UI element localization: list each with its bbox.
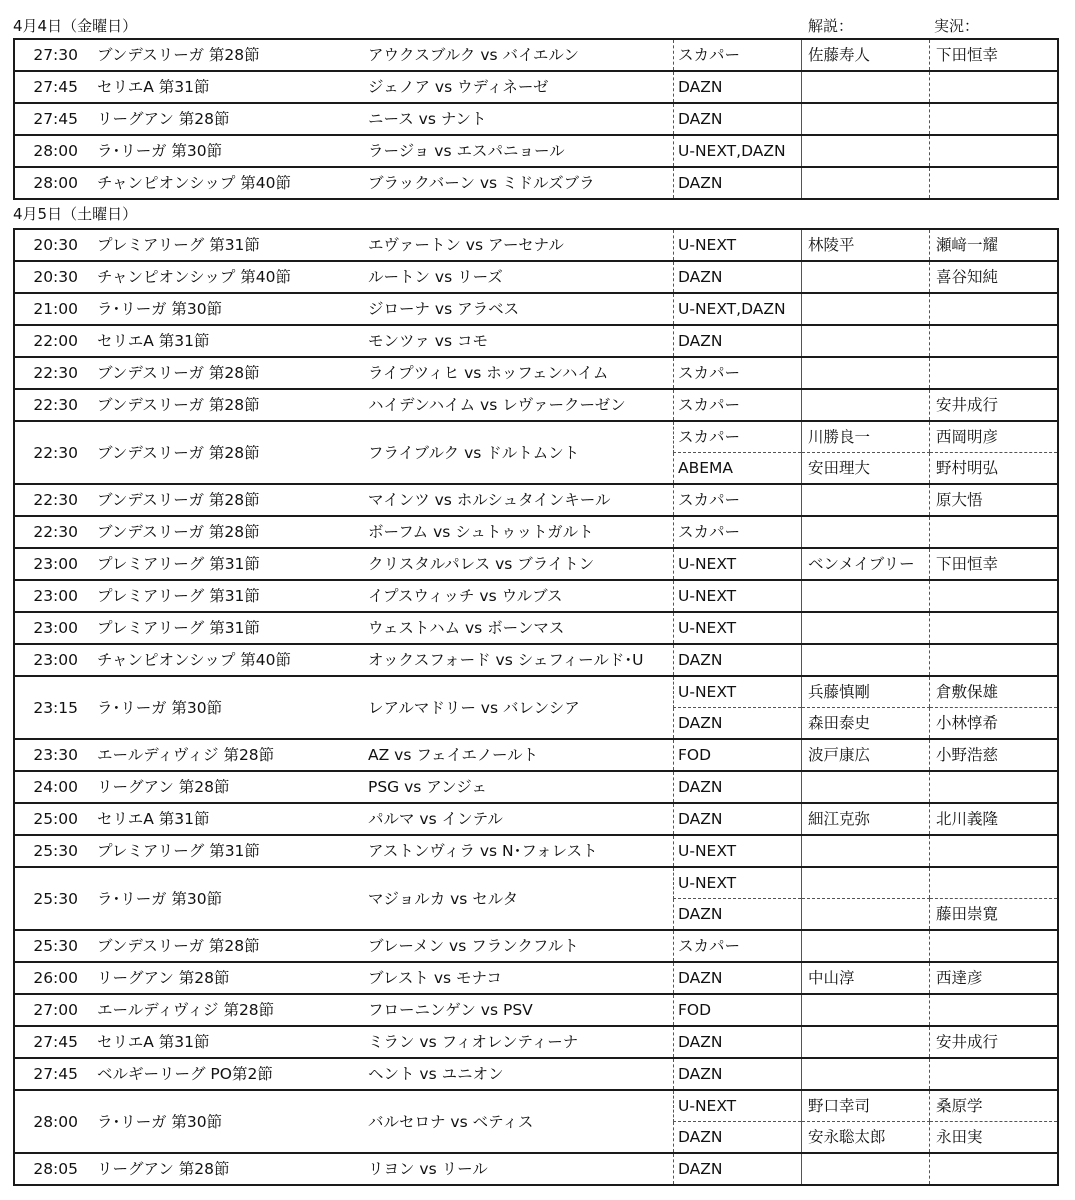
announcer: 安井成行 <box>930 1026 1059 1058</box>
commentator <box>802 1153 930 1185</box>
broadcaster: U-NEXT,DAZN <box>674 135 802 167</box>
competition: セリエA 第31節 <box>81 325 352 357</box>
announcer: 下田恒幸 <box>930 39 1059 71</box>
commentator <box>802 293 930 325</box>
kickoff-time: 25:30 <box>14 930 81 962</box>
competition: ブンデスリーガ 第28節 <box>81 516 352 548</box>
match-name: ジェノア vs ウディネーゼ <box>352 71 674 103</box>
broadcaster: スカパー <box>674 930 802 962</box>
match-row <box>14 39 1058 71</box>
announcer: 原大悟 <box>930 484 1059 516</box>
match-row <box>14 484 1058 516</box>
match-name: ラージョ vs エスパニョール <box>352 135 674 167</box>
match-name: フライブルク vs ドルトムント <box>352 421 674 484</box>
broadcaster: ABEMA <box>674 453 802 485</box>
match-row <box>14 962 1058 994</box>
commentator: 安永聡太郎 <box>802 1122 930 1154</box>
kickoff-time: 23:00 <box>14 548 81 580</box>
broadcaster: U-NEXT <box>674 1090 802 1122</box>
kickoff-time: 23:00 <box>14 644 81 676</box>
kickoff-time: 22:30 <box>14 516 81 548</box>
match-name: フローニンゲン vs PSV <box>352 994 674 1026</box>
competition: ブンデスリーガ 第28節 <box>81 421 352 484</box>
match-name: アストンヴィラ vs N･フォレスト <box>352 835 674 867</box>
announcer-header: 実況： <box>934 17 980 35</box>
match-name: レアルマドリー vs バレンシア <box>352 676 674 739</box>
commentator <box>802 867 930 899</box>
commentator <box>802 484 930 516</box>
competition: セリエA 第31節 <box>81 1026 352 1058</box>
broadcaster: スカパー <box>674 421 802 453</box>
kickoff-time: 27:45 <box>14 71 81 103</box>
announcer: 永田実 <box>930 1122 1059 1154</box>
broadcaster: DAZN <box>674 1026 802 1058</box>
kickoff-time: 23:15 <box>14 676 81 739</box>
commentator: 安田理大 <box>802 453 930 485</box>
competition: セリエA 第31節 <box>81 803 352 835</box>
broadcaster: U-NEXT <box>674 835 802 867</box>
competition: ラ･リーガ 第30節 <box>81 676 352 739</box>
match-row <box>14 389 1058 421</box>
match-row <box>14 1026 1058 1058</box>
competition: エールディヴィジ 第28節 <box>81 739 352 771</box>
commentator <box>802 1026 930 1058</box>
competition: ブンデスリーガ 第28節 <box>81 484 352 516</box>
announcer: 北川義隆 <box>930 803 1059 835</box>
kickoff-time: 25:30 <box>14 867 81 930</box>
commentator <box>802 994 930 1026</box>
kickoff-time: 23:00 <box>14 580 81 612</box>
match-row <box>14 803 1058 835</box>
kickoff-time: 24:00 <box>14 771 81 803</box>
match-row <box>14 1090 1058 1122</box>
match-row <box>14 739 1058 771</box>
announcer: 安井成行 <box>930 389 1059 421</box>
competition: リーグアン 第28節 <box>81 1153 352 1185</box>
competition: エールディヴィジ 第28節 <box>81 994 352 1026</box>
match-row <box>14 1058 1058 1090</box>
commentator <box>802 644 930 676</box>
broadcaster: DAZN <box>674 71 802 103</box>
match-row <box>14 135 1058 167</box>
competition: プレミアリーグ 第31節 <box>81 229 352 261</box>
commentator: 森田泰史 <box>802 708 930 740</box>
competition: チャンピオンシップ 第40節 <box>81 644 352 676</box>
competition: ブンデスリーガ 第28節 <box>81 389 352 421</box>
announcer <box>930 357 1059 389</box>
announcer <box>930 167 1059 199</box>
commentator <box>802 771 930 803</box>
match-row <box>14 835 1058 867</box>
announcer <box>930 1058 1059 1090</box>
match-row <box>14 357 1058 389</box>
kickoff-time: 27:45 <box>14 103 81 135</box>
competition: プレミアリーグ 第31節 <box>81 612 352 644</box>
broadcaster: スカパー <box>674 357 802 389</box>
kickoff-time: 22:30 <box>14 421 81 484</box>
commentator: 波戸康広 <box>802 739 930 771</box>
kickoff-time: 28:05 <box>14 1153 81 1185</box>
match-row <box>14 548 1058 580</box>
competition: ブンデスリーガ 第28節 <box>81 39 352 71</box>
announcer <box>930 325 1059 357</box>
broadcaster: DAZN <box>674 1153 802 1185</box>
commentator <box>802 71 930 103</box>
kickoff-time: 21:00 <box>14 293 81 325</box>
match-name: PSG vs アンジェ <box>352 771 674 803</box>
match-row <box>14 994 1058 1026</box>
broadcaster: DAZN <box>674 899 802 931</box>
commentator <box>802 516 930 548</box>
broadcaster: FOD <box>674 739 802 771</box>
match-row <box>14 421 1058 453</box>
broadcaster: DAZN <box>674 803 802 835</box>
competition: プレミアリーグ 第31節 <box>81 580 352 612</box>
kickoff-time: 28:00 <box>14 135 81 167</box>
commentator <box>802 103 930 135</box>
announcer <box>930 994 1059 1026</box>
match-name: ウェストハム vs ボーンマス <box>352 612 674 644</box>
announcer <box>930 612 1059 644</box>
competition: チャンピオンシップ 第40節 <box>81 261 352 293</box>
commentator: 中山淳 <box>802 962 930 994</box>
announcer <box>930 135 1059 167</box>
kickoff-time: 28:00 <box>14 1090 81 1153</box>
announcer: 下田恒幸 <box>930 548 1059 580</box>
match-row <box>14 325 1058 357</box>
match-row <box>14 167 1058 199</box>
match-row <box>14 293 1058 325</box>
match-row <box>14 261 1058 293</box>
kickoff-time: 20:30 <box>14 229 81 261</box>
kickoff-time: 27:00 <box>14 994 81 1026</box>
commentator <box>802 580 930 612</box>
match-row <box>14 229 1058 261</box>
announcer <box>930 771 1059 803</box>
kickoff-time: 22:30 <box>14 484 81 516</box>
broadcaster: U-NEXT <box>674 548 802 580</box>
announcer <box>930 930 1059 962</box>
competition: ラ･リーガ 第30節 <box>81 293 352 325</box>
broadcaster: スカパー <box>674 516 802 548</box>
kickoff-time: 28:00 <box>14 167 81 199</box>
competition: ラ･リーガ 第30節 <box>81 135 352 167</box>
competition: プレミアリーグ 第31節 <box>81 548 352 580</box>
commentator <box>802 261 930 293</box>
broadcaster: U-NEXT <box>674 229 802 261</box>
competition: ラ･リーガ 第30節 <box>81 1090 352 1153</box>
day-label: 4月4日（金曜日） <box>13 17 138 35</box>
kickoff-time: 23:00 <box>14 612 81 644</box>
match-row <box>14 644 1058 676</box>
match-name: マジョルカ vs セルタ <box>352 867 674 930</box>
announcer <box>930 71 1059 103</box>
day-label: 4月5日（土曜日） <box>13 205 138 223</box>
broadcaster: スカパー <box>674 484 802 516</box>
match-name: ブラックバーン vs ミドルズブラ <box>352 167 674 199</box>
commentator <box>802 835 930 867</box>
match-name: アウクスブルク vs バイエルン <box>352 39 674 71</box>
competition: ブンデスリーガ 第28節 <box>81 357 352 389</box>
match-name: マインツ vs ホルシュタインキール <box>352 484 674 516</box>
announcer <box>930 293 1059 325</box>
commentator: 野口幸司 <box>802 1090 930 1122</box>
announcer: 西達彦 <box>930 962 1059 994</box>
announcer <box>930 516 1059 548</box>
competition: セリエA 第31節 <box>81 71 352 103</box>
competition: チャンピオンシップ 第40節 <box>81 167 352 199</box>
announcer <box>930 867 1059 899</box>
match-name: バルセロナ vs ベティス <box>352 1090 674 1153</box>
broadcaster: U-NEXT,DAZN <box>674 293 802 325</box>
broadcaster: スカパー <box>674 39 802 71</box>
commentator-header: 解説： <box>808 17 854 35</box>
competition: リーグアン 第28節 <box>81 103 352 135</box>
announcer: 桑原学 <box>930 1090 1059 1122</box>
commentator: ベンメイブリー <box>802 548 930 580</box>
match-row <box>14 676 1058 708</box>
kickoff-time: 22:30 <box>14 389 81 421</box>
commentator <box>802 389 930 421</box>
broadcaster: DAZN <box>674 1058 802 1090</box>
kickoff-time: 23:30 <box>14 739 81 771</box>
match-name: リヨン vs リール <box>352 1153 674 1185</box>
match-name: ジローナ vs アラベス <box>352 293 674 325</box>
announcer: 西岡明彦 <box>930 421 1059 453</box>
match-row <box>14 103 1058 135</box>
kickoff-time: 27:45 <box>14 1026 81 1058</box>
broadcaster: U-NEXT <box>674 580 802 612</box>
broadcaster: DAZN <box>674 644 802 676</box>
match-name: ブレーメン vs フランクフルト <box>352 930 674 962</box>
match-name: ライプツィヒ vs ホッフェンハイム <box>352 357 674 389</box>
announcer: 小林惇希 <box>930 708 1059 740</box>
commentator <box>802 930 930 962</box>
broadcaster: DAZN <box>674 771 802 803</box>
competition: ベルギーリーグ PO第2節 <box>81 1058 352 1090</box>
competition: プレミアリーグ 第31節 <box>81 835 352 867</box>
match-row <box>14 580 1058 612</box>
match-name: ルートン vs リーズ <box>352 261 674 293</box>
commentator <box>802 899 930 931</box>
match-row <box>14 930 1058 962</box>
commentator: 細江克弥 <box>802 803 930 835</box>
match-name: AZ vs フェイエノールト <box>352 739 674 771</box>
competition: リーグアン 第28節 <box>81 771 352 803</box>
competition: ラ･リーガ 第30節 <box>81 867 352 930</box>
broadcaster: DAZN <box>674 167 802 199</box>
competition: ブンデスリーガ 第28節 <box>81 930 352 962</box>
commentator <box>802 1058 930 1090</box>
day-table <box>13 228 1059 1186</box>
match-row <box>14 867 1058 899</box>
match-name: ブレスト vs モナコ <box>352 962 674 994</box>
announcer <box>930 103 1059 135</box>
commentator <box>802 612 930 644</box>
kickoff-time: 20:30 <box>14 261 81 293</box>
kickoff-time: 26:00 <box>14 962 81 994</box>
match-row <box>14 771 1058 803</box>
match-row <box>14 1153 1058 1185</box>
commentator: 佐藤寿人 <box>802 39 930 71</box>
broadcaster: DAZN <box>674 1122 802 1154</box>
match-name: ニース vs ナント <box>352 103 674 135</box>
kickoff-time: 22:30 <box>14 357 81 389</box>
broadcaster: U-NEXT <box>674 676 802 708</box>
broadcaster: DAZN <box>674 708 802 740</box>
broadcaster: U-NEXT <box>674 612 802 644</box>
match-name: エヴァートン vs アーセナル <box>352 229 674 261</box>
announcer: 喜谷知純 <box>930 261 1059 293</box>
announcer: 野村明弘 <box>930 453 1059 485</box>
commentator: 川勝良一 <box>802 421 930 453</box>
commentator <box>802 357 930 389</box>
match-name: ヘント vs ユニオン <box>352 1058 674 1090</box>
announcer <box>930 644 1059 676</box>
match-name: クリスタルパレス vs ブライトン <box>352 548 674 580</box>
match-row <box>14 71 1058 103</box>
broadcaster: DAZN <box>674 103 802 135</box>
announcer: 瀬﨑一耀 <box>930 229 1059 261</box>
match-name: ボーフム vs シュトゥットガルト <box>352 516 674 548</box>
commentator: 兵藤慎剛 <box>802 676 930 708</box>
match-name: オックスフォード vs シェフィールド･U <box>352 644 674 676</box>
commentator <box>802 135 930 167</box>
broadcaster: スカパー <box>674 389 802 421</box>
match-name: モンツァ vs コモ <box>352 325 674 357</box>
announcer: 小野浩慈 <box>930 739 1059 771</box>
kickoff-time: 22:00 <box>14 325 81 357</box>
broadcaster: DAZN <box>674 261 802 293</box>
kickoff-time: 25:30 <box>14 835 81 867</box>
kickoff-time: 27:45 <box>14 1058 81 1090</box>
match-name: ミラン vs フィオレンティーナ <box>352 1026 674 1058</box>
announcer <box>930 835 1059 867</box>
match-name: イプスウィッチ vs ウルブス <box>352 580 674 612</box>
commentator: 林陵平 <box>802 229 930 261</box>
announcer: 藤田崇寛 <box>930 899 1059 931</box>
announcer: 倉敷保雄 <box>930 676 1059 708</box>
broadcaster: U-NEXT <box>674 867 802 899</box>
broadcaster: FOD <box>674 994 802 1026</box>
announcer <box>930 1153 1059 1185</box>
announcer <box>930 580 1059 612</box>
day-table <box>13 38 1059 200</box>
match-row <box>14 612 1058 644</box>
match-row <box>14 516 1058 548</box>
match-name: ハイデンハイム vs レヴァークーゼン <box>352 389 674 421</box>
competition: リーグアン 第28節 <box>81 962 352 994</box>
match-name: パルマ vs インテル <box>352 803 674 835</box>
commentator <box>802 167 930 199</box>
broadcaster: DAZN <box>674 325 802 357</box>
kickoff-time: 25:00 <box>14 803 81 835</box>
kickoff-time: 27:30 <box>14 39 81 71</box>
commentator <box>802 325 930 357</box>
broadcaster: DAZN <box>674 962 802 994</box>
